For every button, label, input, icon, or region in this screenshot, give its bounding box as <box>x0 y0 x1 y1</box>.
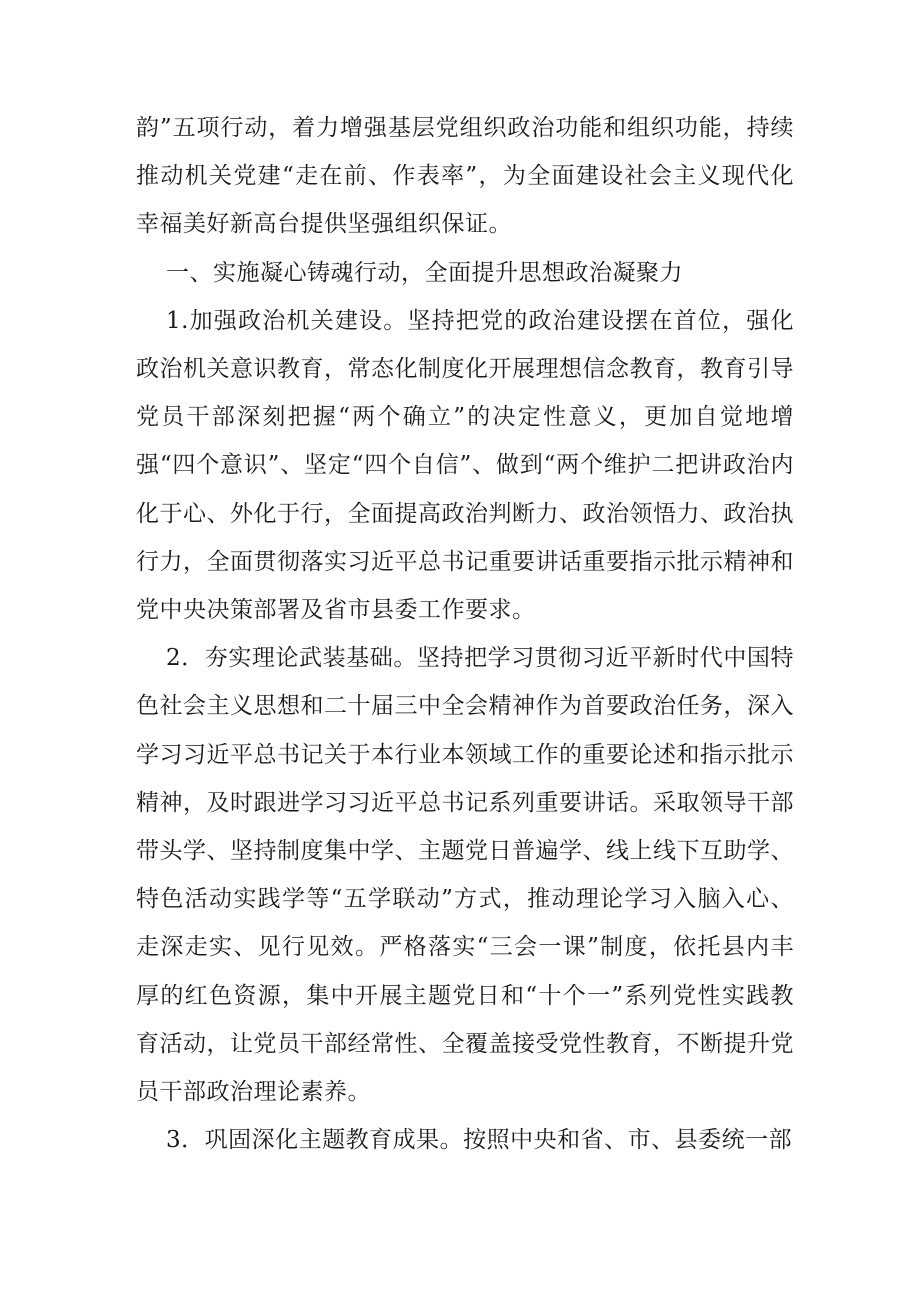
paragraph-continuation: 韵”五项行动，着力增强基层党组织政治功能和组织功能，持续推动机关党建“走在前、作表率”，为全面建设社会主义现代化幸福美好新高台提供坚强组织保证。 <box>136 115 794 238</box>
paragraph-item-1: 1.加强政治机关建设。坚持把党的政治建设摆在首位，强化政治机关意识教育，常态化制度化开展理想信念教育，教育引导党员干部深刻把握“两个确立”的决定性意义，更加自觉地增强“四个意识”、坚定“四个自信”、做到“两个维护二把讲政治内化于心、外化于行，全面提高政治判断力、政治领悟力、政治执行力，全面贯彻落实习近平总书记重要讲话重要指示批示精神和党中央决策部署及省市县委工作要求。 <box>136 307 794 624</box>
document-body <box>136 104 794 1164</box>
paragraph-item-2: 2．夯实理论武装基础。坚持把学习贯彻习近平新时代中国特色社会主义思想和二十届三中全会精神作为首要政治任务，深入学习习近平总书记关于本行业本领域工作的重要论述和指示批示精神，及时跟进学习习近平总书记系列重要讲话。采取领导干部带头学、坚持制度集中学、主题党日普遍学、线上线下互助学、特色活动实践学等“五学联动”方式，推动理论学习入脑入心、走深走实、见行见效。严格落实“三会一课”制度，依托县内丰厚的红色资源，集中开展主题党日和“十个一”系列党性实践教育活动，让党员干部经常性、全覆盖接受党性教育，不断提升党员干部政治理论素养。 <box>136 645 794 1106</box>
paragraph-item-3: 3．巩固深化主题教育成果。按照中央和省、市、县委统一部 <box>166 1127 793 1154</box>
section-heading: 一、实施凝心铸魂行动，全面提升思想政治凝聚力 <box>166 259 683 286</box>
